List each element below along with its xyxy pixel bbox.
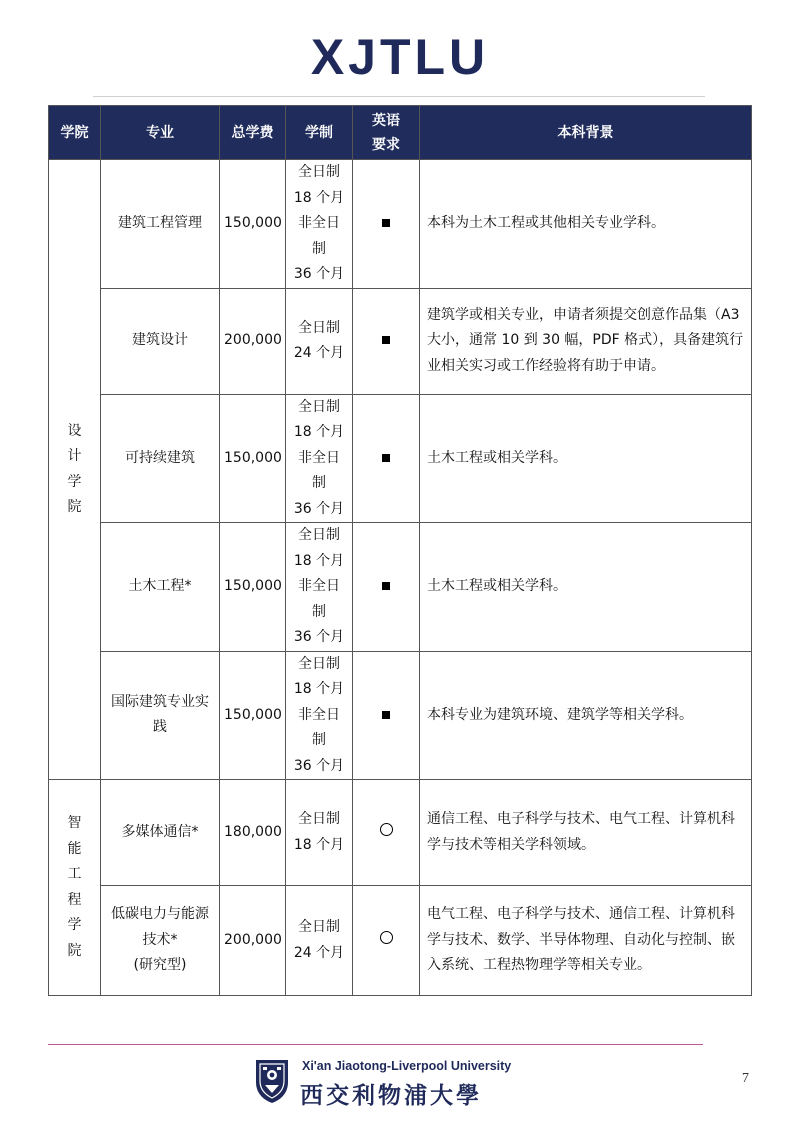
table-row bbox=[49, 288, 752, 394]
background-cell: 通信工程、电子科学与技术、电气工程、计算机科学与技术等相关学科领域。 bbox=[420, 780, 752, 886]
major-cell bbox=[101, 288, 220, 394]
university-crest-icon bbox=[254, 1058, 290, 1104]
major-cell-line: 践 bbox=[153, 719, 167, 736]
major-cell bbox=[101, 780, 220, 886]
duration-cell-line: 全日制 bbox=[298, 398, 340, 415]
table-row bbox=[49, 651, 752, 780]
table-header-row bbox=[49, 106, 752, 160]
major-cell bbox=[101, 160, 220, 289]
page-number: 7 bbox=[742, 1071, 749, 1086]
duration-cell bbox=[286, 780, 353, 886]
major-cell-line: 可持续建筑 bbox=[125, 449, 195, 466]
header-duration: 学制 bbox=[286, 106, 353, 160]
background-cell: 电气工程、电子科学与技术、通信工程、计算机科学与技术、数学、半导体物理、自动化与控制、嵌入系统、工程热物理学等相关专业。 bbox=[420, 886, 752, 996]
major-cell bbox=[101, 886, 220, 996]
header-school: 学院 bbox=[49, 106, 101, 160]
open-circle-icon bbox=[380, 823, 393, 836]
duration-cell-line: 制 bbox=[312, 240, 326, 257]
duration-cell bbox=[286, 886, 353, 996]
xjtlu-logo: XJTLU bbox=[310, 29, 490, 85]
background-cell: 土木工程或相关学科。 bbox=[420, 523, 752, 652]
school-cell bbox=[49, 160, 101, 780]
filled-square-icon bbox=[382, 711, 390, 719]
school-name-char: 学 bbox=[67, 917, 82, 933]
filled-square-icon bbox=[382, 336, 390, 344]
duration-cell-line: 制 bbox=[312, 732, 326, 748]
duration-cell-line: 全日制 bbox=[298, 811, 340, 827]
duration-cell-line: 全日制 bbox=[298, 319, 340, 336]
filled-square-icon bbox=[382, 582, 390, 590]
duration-cell-line: 非全日 bbox=[298, 578, 340, 594]
major-cell-line: 低碳电力与能源 bbox=[111, 906, 209, 923]
duration-cell-line: 非全日 bbox=[298, 449, 340, 466]
school-name-char: 院 bbox=[67, 942, 82, 959]
table-row bbox=[49, 886, 752, 996]
tuition-cell: 150,000 bbox=[220, 523, 286, 652]
major-cell-line: 建筑设计 bbox=[132, 332, 188, 349]
school-name-char: 学 bbox=[67, 473, 82, 490]
program-table bbox=[48, 105, 752, 996]
duration-cell-line: 18 个月 bbox=[293, 189, 345, 206]
major-cell-line: 建筑工程管理 bbox=[118, 215, 202, 231]
school-name-char: 院 bbox=[67, 499, 82, 515]
english-requirement-cell bbox=[353, 886, 420, 996]
filled-square-icon bbox=[382, 219, 390, 227]
header-english bbox=[353, 106, 420, 160]
duration-cell-line: 非全日 bbox=[298, 215, 340, 231]
school-name-char: 设 bbox=[67, 422, 82, 439]
english-requirement-cell bbox=[353, 394, 420, 523]
footer-divider bbox=[48, 1044, 703, 1045]
major-cell bbox=[101, 394, 220, 523]
duration-cell-line: 18 个月 bbox=[293, 836, 345, 853]
duration-cell-line: 36 个月 bbox=[293, 266, 345, 282]
major-cell bbox=[101, 523, 220, 652]
header-english-line2: 要求 bbox=[372, 136, 400, 153]
duration-cell-line: 全日制 bbox=[298, 164, 340, 180]
header-divider bbox=[93, 96, 705, 97]
open-circle-icon bbox=[380, 931, 393, 944]
header-tuition: 总学费 bbox=[220, 106, 286, 160]
tuition-cell: 150,000 bbox=[220, 394, 286, 523]
header-english-line1: 英语 bbox=[372, 112, 400, 129]
university-name-en: Xi'an Jiaotong-Liverpool University bbox=[302, 1059, 512, 1073]
school-name-char: 智 bbox=[67, 815, 82, 831]
tuition-cell: 150,000 bbox=[220, 160, 286, 289]
school-cell bbox=[49, 780, 101, 996]
duration-cell-line: 非全日 bbox=[298, 706, 340, 723]
major-cell-line: 技术* bbox=[142, 931, 178, 948]
tuition-cell: 200,000 bbox=[220, 288, 286, 394]
duration-cell-line: 全日制 bbox=[298, 527, 340, 543]
school-name-char: 程 bbox=[67, 891, 82, 908]
tuition-cell: 200,000 bbox=[220, 886, 286, 996]
filled-square-icon bbox=[382, 454, 390, 462]
background-cell: 土木工程或相关学科。 bbox=[420, 394, 752, 523]
duration-cell bbox=[286, 651, 353, 780]
duration-cell-line: 24 个月 bbox=[293, 944, 345, 961]
english-requirement-cell bbox=[353, 523, 420, 652]
major-cell-line: 土木工程* bbox=[128, 578, 192, 594]
university-name-cn: 西交利物浦大學 bbox=[300, 1082, 482, 1109]
duration-cell-line: 制 bbox=[312, 603, 326, 620]
major-cell bbox=[101, 651, 220, 780]
duration-cell-line: 全日制 bbox=[298, 919, 340, 935]
duration-cell-line: 36 个月 bbox=[293, 629, 345, 645]
english-requirement-cell bbox=[353, 160, 420, 289]
duration-cell bbox=[286, 523, 353, 652]
duration-cell-line: 18 个月 bbox=[293, 681, 345, 697]
tuition-cell: 180,000 bbox=[220, 780, 286, 886]
duration-cell bbox=[286, 394, 353, 523]
table-row bbox=[49, 780, 752, 886]
major-cell-line: (研究型) bbox=[133, 957, 187, 974]
school-name-char: 工 bbox=[67, 866, 82, 882]
school-name-char: 能 bbox=[67, 840, 82, 857]
duration-cell bbox=[286, 288, 353, 394]
duration-cell-line: 全日制 bbox=[298, 655, 340, 672]
tuition-cell: 150,000 bbox=[220, 651, 286, 780]
background-cell: 本科专业为建筑环境、建筑学等相关学科。 bbox=[420, 651, 752, 780]
school-name-char: 计 bbox=[67, 448, 82, 464]
duration-cell-line: 18 个月 bbox=[293, 552, 345, 569]
table-body bbox=[49, 160, 752, 996]
table-row bbox=[49, 394, 752, 523]
english-requirement-cell bbox=[353, 651, 420, 780]
major-cell-line: 国际建筑专业实 bbox=[111, 693, 209, 710]
background-cell: 建筑学或相关专业，申请者须提交创意作品集（A3 大小，通常 10 到 30 幅，PDF 格式），具备建筑行业相关实习或工作经验将有助于申请。 bbox=[420, 288, 752, 394]
major-cell-line: 多媒体通信* bbox=[121, 823, 199, 840]
duration-cell bbox=[286, 160, 353, 289]
header-major: 专业 bbox=[101, 106, 220, 160]
background-cell: 本科为土木工程或其他相关专业学科。 bbox=[420, 160, 752, 289]
duration-cell-line: 24 个月 bbox=[293, 345, 345, 361]
duration-cell-line: 18 个月 bbox=[293, 424, 345, 440]
table-row bbox=[49, 160, 752, 289]
english-requirement-cell bbox=[353, 288, 420, 394]
duration-cell-line: 36 个月 bbox=[293, 500, 345, 517]
duration-cell-line: 制 bbox=[312, 475, 326, 491]
header-background: 本科背景 bbox=[420, 106, 752, 160]
english-requirement-cell bbox=[353, 780, 420, 886]
duration-cell-line: 36 个月 bbox=[293, 757, 345, 774]
table-row bbox=[49, 523, 752, 652]
